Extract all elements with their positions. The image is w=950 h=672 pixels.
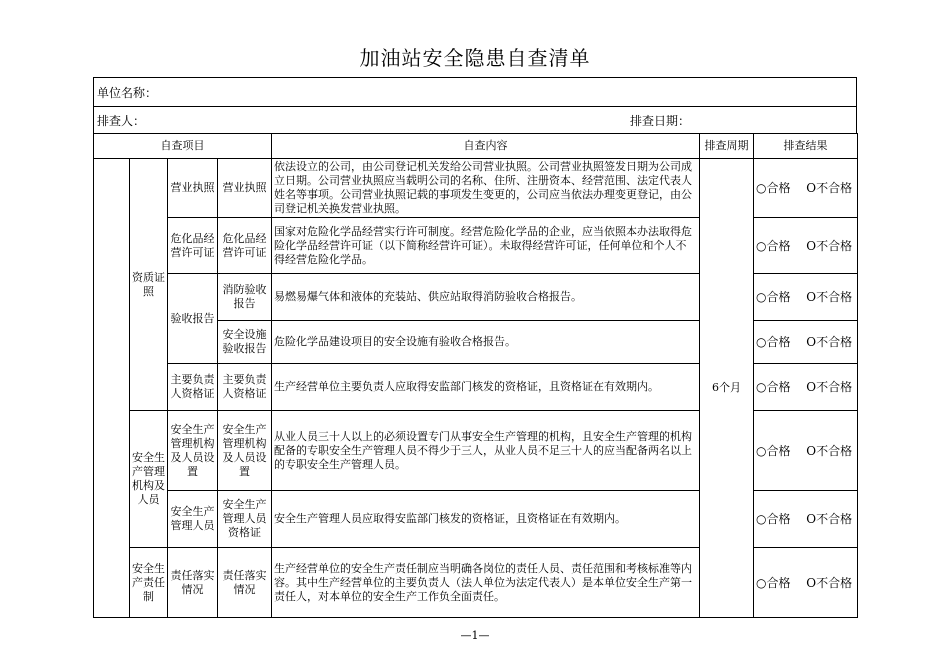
unit-name-label: 单位名称： (97, 86, 158, 100)
group-qualification: 资质证照 (130, 159, 168, 411)
check-content: 依法设立的公司，由公司登记机关发给公司营业执照。公司营业执照签发日期为公司成立日期。公司营业执照应当载明公司的名称、住所、注册资本、经营范围、法定代表人姓名等事项。公司营业执照记载的事项发生变更的，公司应当依法办理变更登记，由公司登记机关换发营业执照。 (272, 159, 700, 218)
table-header-row (94, 134, 858, 159)
check-item: 危化品经营许可证 (218, 218, 272, 274)
inspector-label: 排查人： (97, 114, 146, 128)
inspection-result[interactable]: ○合格 O不合格 (754, 274, 858, 321)
inspection-result[interactable]: ○合格 O不合格 (754, 218, 858, 274)
check-content: 生产经营单位主要负责人应取得安监部门核发的资格证，且资格证在有效期内。 (272, 364, 700, 411)
check-content: 安全生产管理人员应取得安监部门核发的资格证，且资格证在有效期内。 (272, 491, 700, 548)
check-content: 危险化学品建设项目的安全设施有验收合格报告。 (272, 321, 700, 364)
sub-category: 责任落实情况 (168, 548, 218, 618)
checklist-table (93, 133, 858, 618)
document-title: 加油站安全隐患自查清单 (359, 46, 591, 70)
sub-category: 主要负责人资格证 (168, 364, 218, 411)
sub-category: 营业执照 (168, 159, 218, 218)
inspection-date-label: 排查日期： (630, 114, 691, 128)
inspection-cycle: 6个月 (700, 159, 754, 618)
sub-category: 安全生产管理机构及人员设置 (168, 411, 218, 491)
group-responsibility: 安全生产责任制 (130, 548, 168, 618)
check-item: 安全生产管理人员资格证 (218, 491, 272, 548)
sub-category: 危化品经营许可证 (168, 218, 218, 274)
sub-category: 验收报告 (168, 274, 218, 364)
inspector-row (93, 105, 857, 133)
unit-name-row (93, 77, 857, 107)
sub-category: 安全生产管理人员 (168, 491, 218, 548)
check-item: 消防验收报告 (218, 274, 272, 321)
check-content: 生产经营单位的安全生产责任制应当明确各岗位的责任人员、责任范围和考核标准等内容。其中生产经营单位的主要负责人（法人单位为法定代表人）是本单位安全生产第一责任人，对本单位的安全生产工作负全面责任。 (272, 548, 700, 618)
page-number: —1— (460, 629, 490, 642)
inspection-result[interactable]: ○合格 O不合格 (754, 491, 858, 548)
inspection-result[interactable]: ○合格 O不合格 (754, 321, 858, 364)
header-item: 自查项目 (94, 134, 272, 159)
header-content: 自查内容 (272, 134, 700, 159)
check-item: 安全生产管理机构及人员设置 (218, 411, 272, 491)
header-cycle: 排查周期 (700, 134, 754, 159)
outer-blank-cell (94, 159, 130, 618)
inspection-result[interactable]: ○合格 O不合格 (754, 548, 858, 618)
inspection-result[interactable]: ○合格 O不合格 (754, 411, 858, 491)
table-row (94, 159, 858, 218)
group-organization: 安全生产管理机构及人员 (130, 411, 168, 548)
inspection-result[interactable]: ○合格 O不合格 (754, 364, 858, 411)
check-item: 主要负责人资格证 (218, 364, 272, 411)
check-item: 责任落实情况 (218, 548, 272, 618)
check-content: 从业人员三十人以上的必须设置专门从事安全生产管理的机构，且安全生产管理的机构配备的专职安全生产管理人员不得少于三人，从业人员不足三十人的应当配备两名以上的专职安全生产管理人员。 (272, 411, 700, 491)
check-item: 安全设施验收报告 (218, 321, 272, 364)
header-result: 排查结果 (754, 134, 858, 159)
check-content: 易燃易爆气体和液体的充装站、供应站取得消防验收合格报告。 (272, 274, 700, 321)
check-content: 国家对危险化学品经营实行许可制度。经营危险化学品的企业，应当依照本办法取得危险化学品经营许可证（以下简称经营许可证）。未取得经营许可证，任何单位和个人不得经营危险化学品。 (272, 218, 700, 274)
check-item: 营业执照 (218, 159, 272, 218)
inspection-result[interactable]: ○合格 O不合格 (754, 159, 858, 218)
